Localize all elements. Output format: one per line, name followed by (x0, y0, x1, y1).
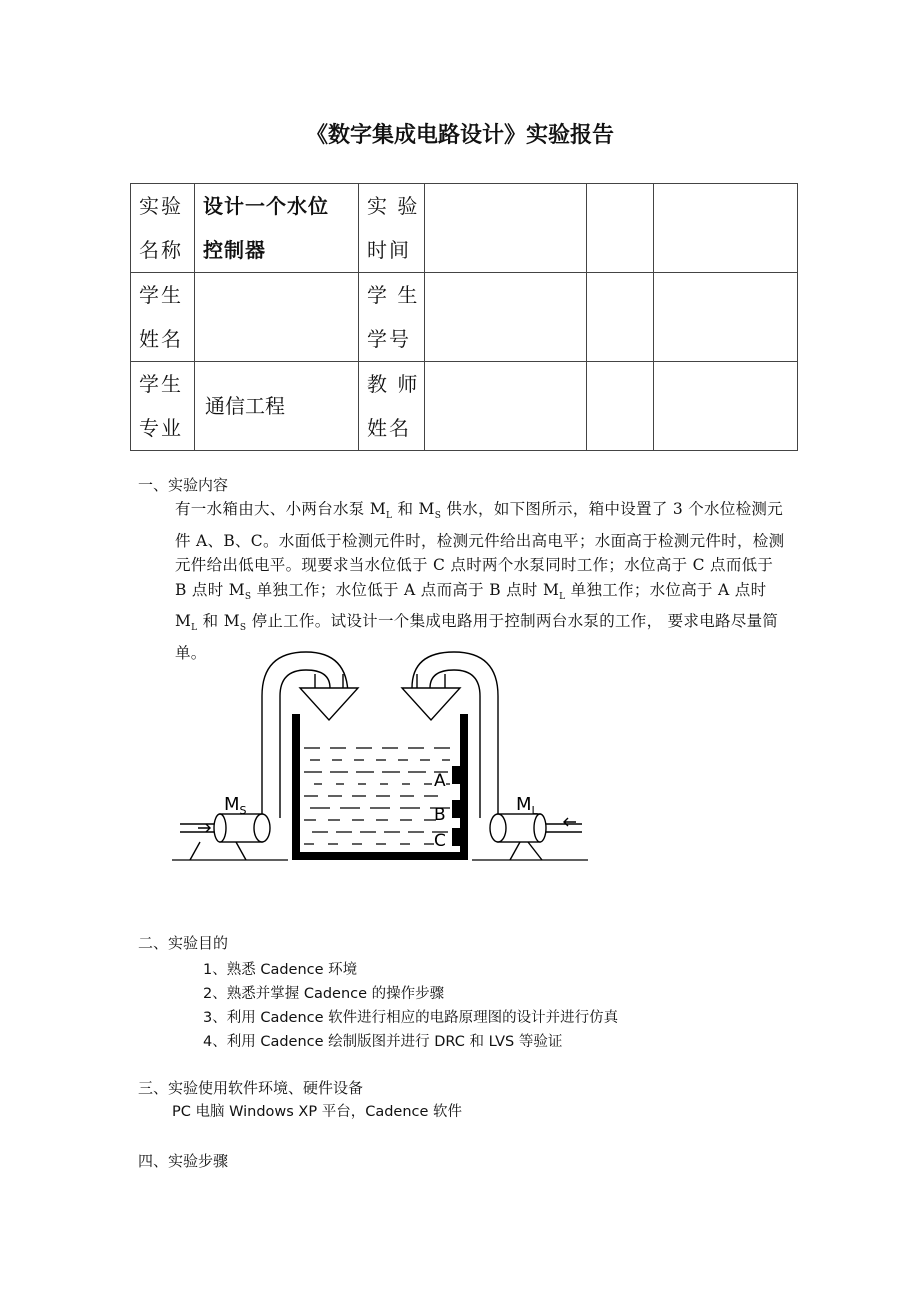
page-title: 《数字集成电路设计》实验报告 (305, 123, 614, 148)
label-line: 姓名 (367, 416, 411, 440)
section1-paragraph (175, 497, 785, 665)
text-run: 单独工作；水位高于 A 点时 M (175, 580, 767, 631)
left-inflow-arrow-icon (198, 824, 210, 832)
ms-letter: M (224, 794, 240, 815)
label-line: 名称 (139, 238, 183, 262)
left-pipe (262, 652, 348, 818)
info-table (130, 183, 798, 451)
label-experiment-name (131, 184, 195, 273)
tank-left-wall (292, 714, 300, 860)
label-line: 学生 (139, 283, 183, 307)
value-student-name (195, 273, 359, 362)
label-student-id (359, 273, 425, 362)
label-line: 学 生 (367, 283, 420, 307)
label-teacher-name (359, 362, 425, 451)
ms-label (224, 794, 247, 817)
sensor-b-label: B (434, 805, 446, 825)
label-line: 教 师 (367, 372, 420, 396)
empty-cell (654, 184, 798, 273)
sensor-c-label: C (434, 831, 446, 851)
list-item: 4、利用 Cadence 绘制版图并进行 DRC 和 LVS 等验证 (203, 1034, 563, 1050)
list-item: 2、熟悉并掌握 Cadence 的操作步骤 (203, 986, 445, 1002)
label-line: 学生 (139, 372, 183, 396)
text-run: 供水，如下图所示，箱中设置了 3 个水位检测元件 A、B、C。水面低于检测元件时，检测元件给出高电平；水面高于检测元件时，检测元件给出低电平。现要求当水位低于 C 点时两个水泵同时工作；水位高于 C 点而低于 B 点时 M (175, 500, 785, 599)
value-line: 设计一个水位 (203, 194, 329, 218)
subscript: S (434, 511, 442, 522)
text-run: 有一水箱由大、小两台水泵 M (175, 500, 386, 518)
sensor-a (452, 766, 460, 784)
empty-cell (654, 273, 798, 362)
right-pump (490, 814, 582, 860)
right-inflow-arrow-icon (564, 818, 576, 826)
value-student-id (425, 273, 587, 362)
empty-cell (587, 362, 654, 451)
label-line: 实 验 (367, 194, 420, 218)
label-line: 时间 (367, 238, 411, 262)
value-student-major: 通信工程 (195, 362, 359, 451)
empty-cell (654, 362, 798, 451)
label-line: 实验 (139, 194, 183, 218)
value-experiment-time (425, 184, 587, 273)
label-experiment-time (359, 184, 425, 273)
label-line: 姓名 (139, 327, 183, 351)
empty-cell (587, 184, 654, 273)
subscript: L (386, 511, 393, 522)
list-item: 1、熟悉 Cadence 环境 (203, 962, 358, 978)
text-run: 和 M (197, 612, 240, 631)
section2-heading: 二、实验目的 (138, 934, 229, 952)
section1-heading: 一、实验内容 (138, 476, 229, 494)
subscript: L (559, 591, 566, 602)
ml-subscript: L (531, 804, 538, 817)
ml-label (516, 794, 539, 817)
sensor-c (452, 828, 460, 846)
sensor-b (452, 800, 460, 818)
text-run: 单独工作；水位低于 A 点而高于 B 点时 M (251, 580, 560, 599)
section3-heading: 三、实验使用软件环境、硬件设备 (138, 1079, 364, 1097)
right-pipe (412, 652, 498, 818)
ms-subscript: S (239, 804, 247, 817)
subscript: S (244, 591, 252, 602)
ml-letter: M (516, 794, 532, 815)
left-pump (180, 814, 270, 860)
label-student-major (131, 362, 195, 451)
label-student-name (131, 273, 195, 362)
label-line: 专业 (139, 416, 183, 440)
value-line: 控制器 (203, 238, 266, 262)
text-run: 和 M (392, 500, 435, 518)
tank-right-wall (460, 714, 468, 860)
subscript: S (239, 623, 247, 634)
table-row (131, 362, 798, 451)
subscript: L (191, 623, 198, 634)
table-row (131, 184, 798, 273)
list-item: 3、利用 Cadence 软件进行相应的电路原理图的设计并进行仿真 (203, 1010, 619, 1026)
tank-bottom (292, 852, 468, 860)
section4-heading: 四、实验步骤 (138, 1152, 229, 1170)
text-run: 停止工作。试设计一个集成电路用于控制两台水泵的工作， 要求电路尽量简单。 (175, 612, 779, 662)
table-row (131, 273, 798, 362)
section3-text: PC 电脑 Windows XP 平台，Cadence 软件 (172, 1104, 463, 1120)
label-line: 学号 (367, 327, 411, 351)
water-lines (304, 748, 456, 844)
empty-cell (587, 273, 654, 362)
value-teacher-name (425, 362, 587, 451)
sensor-a-label: A (434, 771, 446, 791)
value-experiment-name (195, 184, 359, 273)
water-tank-diagram (170, 648, 590, 870)
